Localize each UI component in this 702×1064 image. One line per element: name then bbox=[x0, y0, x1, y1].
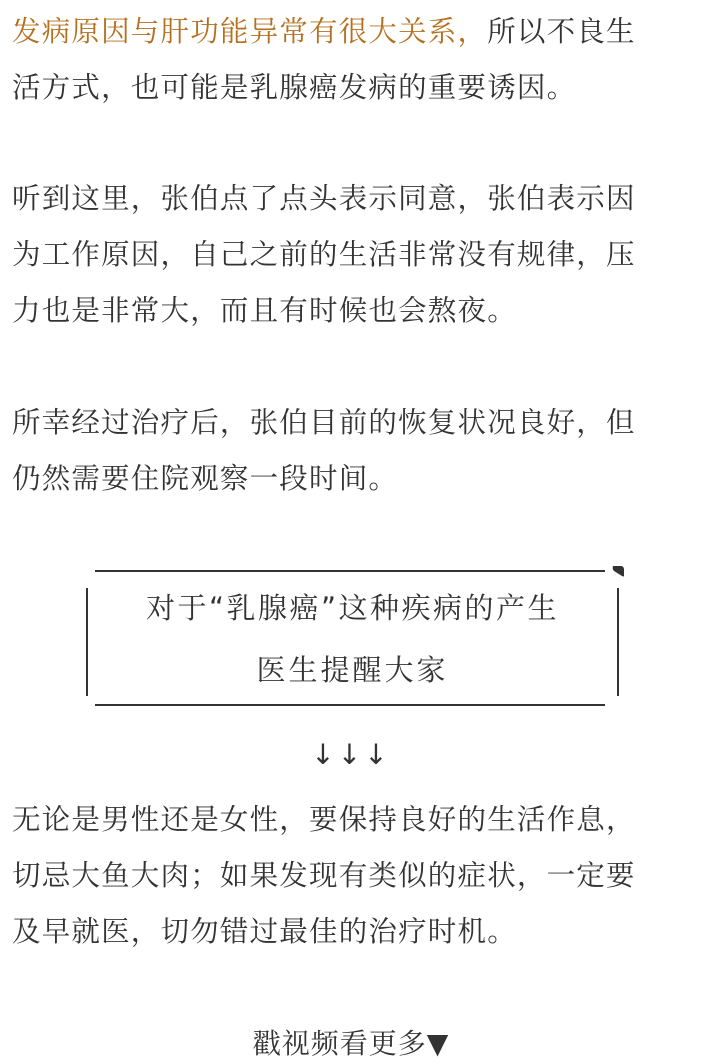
paragraph-advice bbox=[12, 792, 694, 960]
paragraph-line: 切忌大鱼大肉；如果发现有类似的症状，一定要 bbox=[12, 859, 636, 892]
down-arrows-icon: ↓↓↓ bbox=[311, 738, 391, 771]
paragraph-line bbox=[12, 4, 694, 60]
paragraph-text: 所以不良生 bbox=[487, 15, 636, 48]
callout-subtitle: 医生提醒大家 bbox=[256, 653, 449, 687]
paragraph-line: 活方式，也可能是乳腺癌发病的重要诱因。 bbox=[12, 71, 577, 104]
callout-top-rule bbox=[95, 570, 605, 572]
callout-bottom-rule bbox=[95, 704, 605, 706]
paragraph-line: 仍然需要住院观察一段时间。 bbox=[12, 462, 399, 495]
paragraph-line: 为工作原因，自己之前的生活非常没有规律，压 bbox=[12, 238, 636, 271]
callout-box bbox=[86, 570, 619, 706]
corner-ornament-icon bbox=[611, 564, 625, 578]
paragraph-line: 所幸经过治疗后，张伯目前的恢复状况良好，但 bbox=[12, 406, 636, 439]
paragraph-recovery bbox=[12, 395, 694, 507]
paragraph-line: 及早就医，切勿错过最佳的治疗时机。 bbox=[12, 915, 517, 948]
paragraph-line: 无论是男性还是女性，要保持良好的生活作息， bbox=[12, 803, 636, 836]
paragraph-line: 力也是非常大，而且有时候也会熬夜。 bbox=[12, 294, 517, 327]
paragraph-lifestyle bbox=[12, 171, 694, 339]
highlighted-text: 发病原因与肝功能异常有很大关系， bbox=[12, 15, 488, 48]
paragraph-line: 听到这里，张伯点了点头表示同意，张伯表示因 bbox=[12, 182, 636, 215]
callout-title: 对于“乳腺癌”这种疾病的产生 bbox=[145, 591, 560, 625]
watch-video-link[interactable]: 戳视频看更多▼ bbox=[252, 1027, 450, 1060]
paragraph-cause bbox=[12, 4, 694, 116]
